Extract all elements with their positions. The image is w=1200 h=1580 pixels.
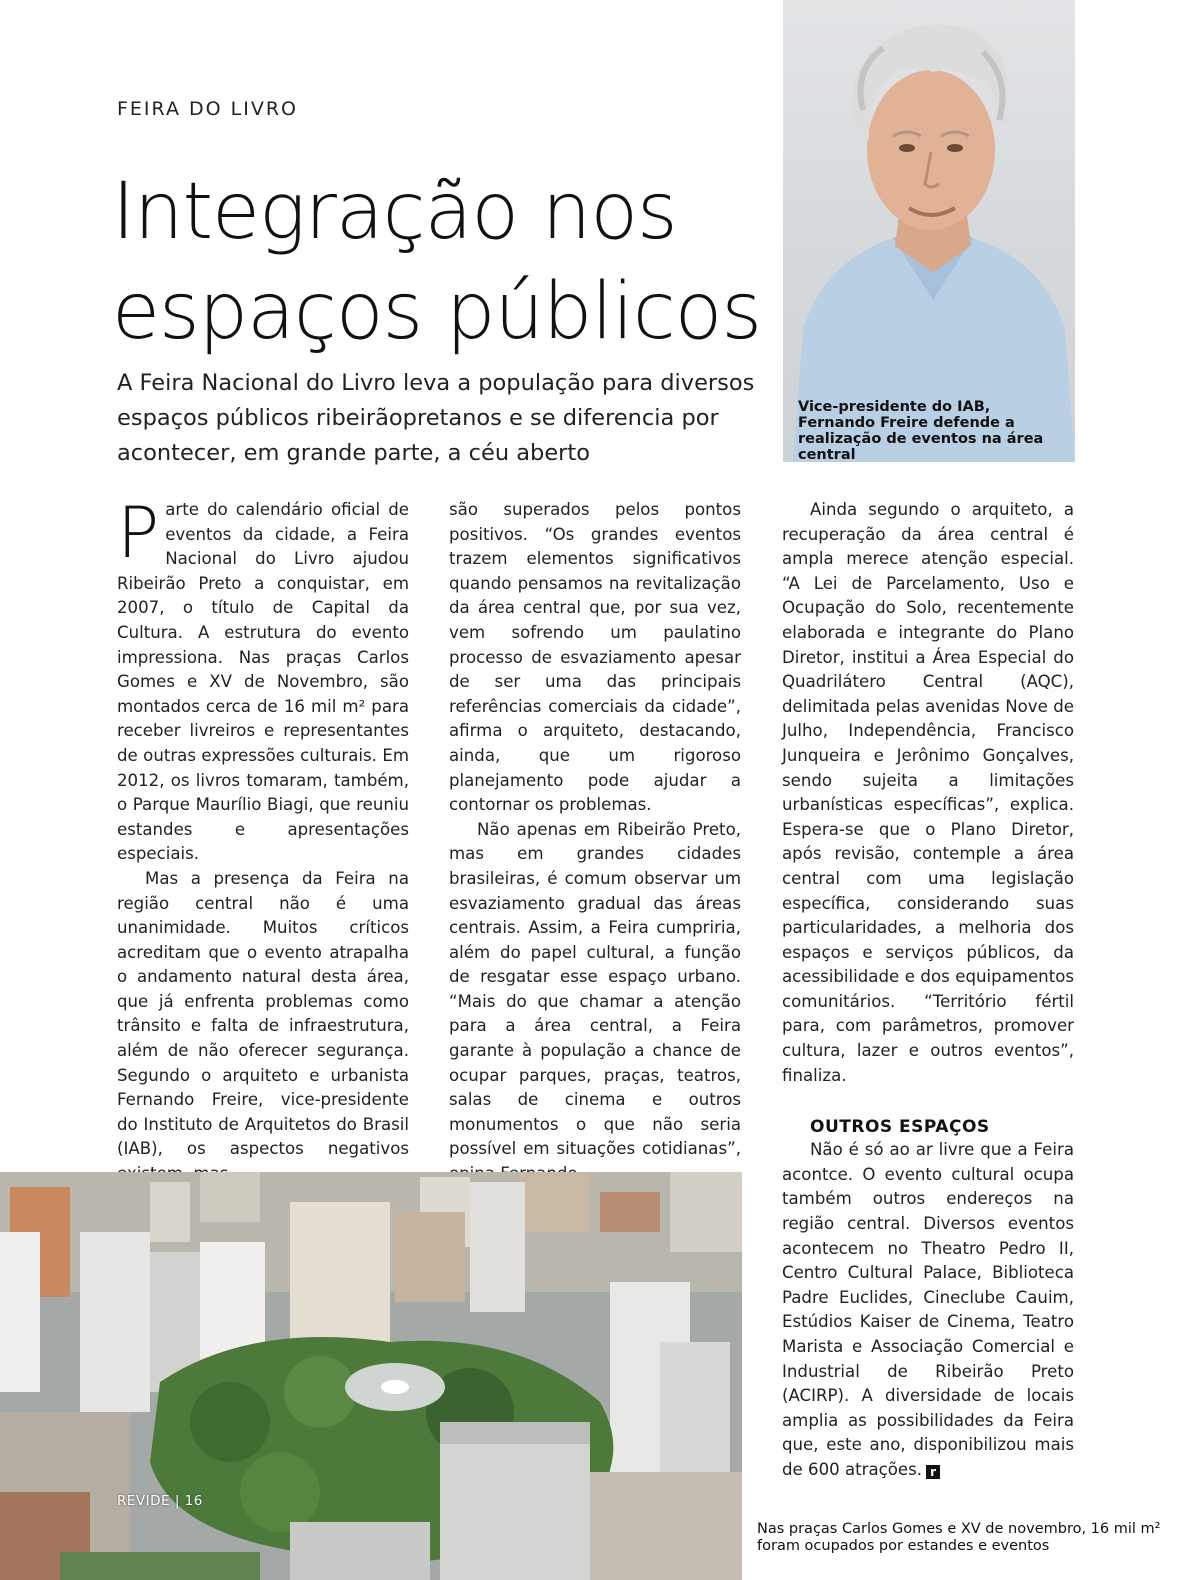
paragraph: Ainda segundo o arquiteto, a recuperação da área central é ampla merece atenção especial. “A Lei de Parcelamento, Uso e Ocupação do Solo, recentemente elaborada e integrante do Plano Diretor, institui a Área Especial do Quadrilátero Central (AQC), delimitada pelas avenidas Nove de Julho, Independência, Francisco Junqueira e Jerônimo Gonçalves, sendo sujeita a limitações urbanísticas específicas”, explica. Espera-se que o Plano Diretor, após revisão, contemple a área central com uma legislação específica, considerando suas particularidades, a melhoria dos espaços e serviços públicos, da acessibilidade e dos equipamentos comunitários. “Território fértil para, com parâmetros, promover cultura, lazer e outros eventos”, finaliza. [782, 500, 1074, 1085]
section-label: FEIRA DO LIVRO [117, 98, 298, 120]
headline-line-2: espaços públicos [112, 267, 762, 357]
end-mark-icon: r [926, 1465, 940, 1479]
aerial-city-photo [0, 1172, 742, 1580]
paragraph [782, 1138, 1074, 1482]
paragraph: são superados pelos pontos positivos. “Os grandes eventos trazem elementos significativos quando pensamos na revitalização da área central que, por sua vez, vem sofrendo um paulatino processo de esvaziamento apesar de ser uma das principais referências comerciais da cidade”, afirma o arquiteto, destacando, ainda, que um rigoroso planejamento pode ajudar a contornar os problemas. [449, 500, 741, 815]
article-column-3 [782, 498, 1074, 1483]
paragraph [117, 492, 409, 867]
paragraph-text: arte do calendário oficial de eventos da cidade, a Feira Nacional do Livro ajudou Ribeirão Preto a conquistar, em 2007, o título de Capital da Cultura. A estrutura do evento impressiona. Nas praças Carlos Gomes e XV de Novembro, são montados cerca de 16 mil m² para receber livreiros e representantes de outras expressões culturais. Em 2012, os livros tomaram, também, o Parque Maurílio Biagi, que reuniu estandes e apresentações especiais. [117, 500, 409, 864]
article-column-2 [449, 498, 741, 1187]
portrait-caption: Vice-presidente do IAB, Fernando Freire defende a realização de eventos na área central [798, 399, 1044, 463]
headline-line-1: Integração nos [112, 167, 677, 257]
portrait-photo [783, 0, 1075, 462]
article-column-1 [117, 492, 409, 1187]
subhead: OUTROS ESPAÇOS [810, 1117, 990, 1138]
paragraph: Não apenas em Ribeirão Preto, mas em grandes cidades brasileiras, é comum observar um esvaziamento gradual das áreas centrais. Assim, a Feira cumpriria, além do papel cultural, a função de resgatar esse espaço urbano. “Mais do que chamar a atenção para a área central, a Feira garante à população a chance de ocupar parques, praças, teatros, salas de cinema e outros monumentos o que não seria possível em situações cotidianas”, [449, 819, 741, 1159]
paragraph: Mas a presença da Feira na região central não é uma unanimidade. Muitos críticos acreditam que o evento atrapalha o andamento natural desta área, que já enfrenta problemas como trânsito e falta de infraestrutura, além de não oferecer segurança. Segundo o arquiteto e urbanista Fernando Freire, vice-presidente do Instituto de Arquitetos do Brasil (IAB), os aspectos negativos [117, 868, 409, 1159]
drop-cap: P [117, 492, 160, 574]
paragraph-text: Não é só ao ar livre que a Feira acontce. O evento cultural ocupa também outros endereços na região central. Diversos eventos acontecem no Theatro Pedro II, Centro Cultural Palace, Biblioteca Padre Euclides, Cineclube Cauim, Estúdios Kaiser de Cinema, Teatro Marista e Associação Comercial e Industrial de Ribeirão Preto (ACIRP). A diversidade de locais amplia as possibilidades da Feira que, este ano, disponibilizou mais de 600 atrações. [782, 1140, 1074, 1479]
deck: A Feira Nacional do Livro leva a população para diversos espaços públicos ribeirãopretanos e se diferencia por acontecer, em grande parte, a céu aberto [117, 370, 755, 466]
headline [112, 162, 772, 362]
page-folio: REVIDE | 16 [117, 1493, 203, 1509]
photo-caption: Nas praças Carlos Gomes e XV de novembro, 16 mil m² foram ocupados por estandes e eventos [757, 1521, 1161, 1554]
